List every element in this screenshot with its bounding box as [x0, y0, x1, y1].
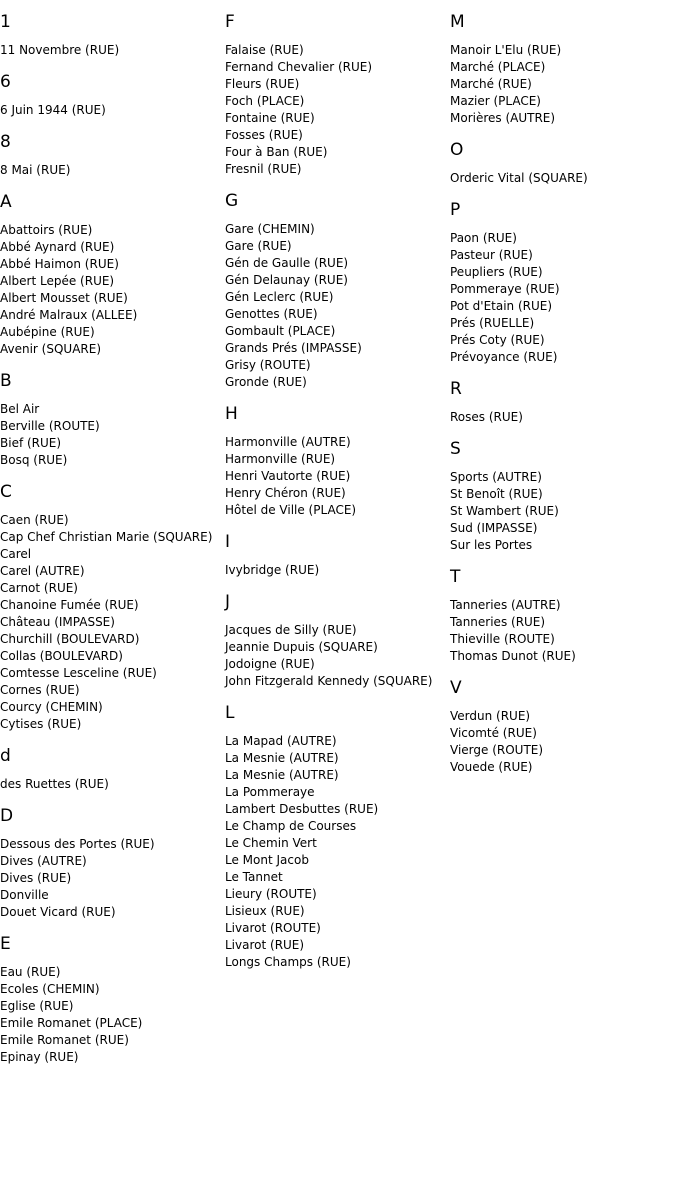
letter-group: [0, 482, 225, 733]
street-item: Roses (RUE): [450, 410, 523, 424]
street-item: Harmonville (RUE): [225, 452, 336, 466]
street-item: Collas (BOULEVARD): [0, 649, 123, 663]
street-item: Lieury (ROUTE): [225, 887, 317, 901]
letter-group: [450, 200, 675, 366]
street-item: Peupliers (RUE): [450, 265, 543, 279]
letter-group: [450, 379, 675, 426]
street-list: [0, 42, 225, 59]
street-item: Donville: [0, 888, 49, 902]
street-item: Douet Vicard (RUE): [0, 905, 116, 919]
letter-heading: B: [0, 371, 12, 391]
street-item: Jacques de Silly (RUE): [225, 623, 357, 637]
street-item: Vicomté (RUE): [450, 726, 537, 740]
street-item: Fresnil (RUE): [225, 162, 302, 176]
street-item: Ecoles (CHEMIN): [0, 982, 100, 996]
street-list: [225, 434, 450, 519]
street-item: La Pommeraye: [225, 785, 315, 799]
street-item: Fosses (RUE): [225, 128, 303, 142]
street-item: Gén Leclerc (RUE): [225, 290, 334, 304]
street-item: Carel (AUTRE): [0, 564, 85, 578]
street-item: Four à Ban (RUE): [225, 145, 328, 159]
street-item: Caen (RUE): [0, 513, 69, 527]
street-item: La Mesnie (AUTRE): [225, 768, 339, 782]
letter-group: [0, 746, 225, 793]
street-item: Gén Delaunay (RUE): [225, 273, 348, 287]
street-item: Henri Vautorte (RUE): [225, 469, 351, 483]
street-list: [225, 42, 450, 178]
street-item: des Ruettes (RUE): [0, 777, 109, 791]
street-item: Abbé Haimon (RUE): [0, 257, 119, 271]
street-item: Tanneries (RUE): [450, 615, 546, 629]
street-item: Grisy (ROUTE): [225, 358, 311, 372]
street-item: St Wambert (RUE): [450, 504, 559, 518]
street-item: Comtesse Lesceline (RUE): [0, 666, 157, 680]
street-item: Bief (RUE): [0, 436, 62, 450]
street-item: Epinay (RUE): [0, 1050, 79, 1064]
street-item: Carnot (RUE): [0, 581, 78, 595]
street-item: Verdun (RUE): [450, 709, 531, 723]
letter-heading: d: [0, 746, 11, 766]
letter-heading: C: [0, 482, 12, 502]
letter-heading: S: [450, 439, 461, 459]
street-item: Paon (RUE): [450, 231, 517, 245]
street-item: Fernand Chevalier (RUE): [225, 60, 373, 74]
street-item: Abattoirs (RUE): [0, 223, 93, 237]
street-item: Emile Romanet (RUE): [0, 1033, 129, 1047]
street-list: [0, 222, 225, 358]
street-item: Gombault (PLACE): [225, 324, 336, 338]
street-item: Dives (AUTRE): [0, 854, 87, 868]
letter-heading: 6: [0, 72, 11, 92]
street-item: Longs Champs (RUE): [225, 955, 351, 969]
street-item: Avenir (SQUARE): [0, 342, 102, 356]
street-list: [0, 401, 225, 469]
street-item: Morières (AUTRE): [450, 111, 556, 125]
index-column: [225, 0, 450, 971]
street-item: Vouede (RUE): [450, 760, 533, 774]
street-item: Orderic Vital (SQUARE): [450, 171, 588, 185]
street-item: Lisieux (RUE): [225, 904, 305, 918]
street-list: [0, 836, 225, 921]
letter-heading: L: [225, 703, 235, 723]
street-item: Tanneries (AUTRE): [450, 598, 561, 612]
street-item: St Benoît (RUE): [450, 487, 543, 501]
letter-heading: V: [450, 678, 462, 698]
letter-group: [225, 12, 450, 178]
street-list: [450, 170, 675, 187]
street-item: Thomas Dunot (RUE): [450, 649, 576, 663]
street-item: Fleurs (RUE): [225, 77, 300, 91]
street-item: Gare (CHEMIN): [225, 222, 315, 236]
street-list: [0, 964, 225, 1066]
letter-heading: J: [225, 592, 231, 612]
street-item: 6 Juin 1944 (RUE): [0, 103, 106, 117]
street-item: Vierge (ROUTE): [450, 743, 544, 757]
street-item: Chanoine Fumée (RUE): [0, 598, 139, 612]
street-item: Cap Chef Christian Marie (SQUARE): [0, 530, 213, 544]
street-list: [450, 597, 675, 665]
letter-group: [0, 806, 225, 921]
street-item: Sports (AUTRE): [450, 470, 542, 484]
street-item: Aubépine (RUE): [0, 325, 95, 339]
street-item: Carel: [0, 547, 32, 561]
street-item: Bosq (RUE): [0, 453, 68, 467]
street-item: Albert Lepée (RUE): [0, 274, 115, 288]
letter-heading: F: [225, 12, 235, 32]
letter-heading: O: [450, 140, 464, 160]
letter-heading: H: [225, 404, 238, 424]
letter-group: [0, 371, 225, 469]
street-item: Le Chemin Vert: [225, 836, 317, 850]
letter-heading: 8: [0, 132, 11, 152]
street-item: 8 Mai (RUE): [0, 163, 71, 177]
street-item: Dessous des Portes (RUE): [0, 837, 155, 851]
letter-group: [0, 132, 225, 179]
street-item: Le Mont Jacob: [225, 853, 309, 867]
street-item: Eglise (RUE): [0, 999, 74, 1013]
street-item: Bel Air: [0, 402, 40, 416]
street-list: [225, 562, 450, 579]
street-item: Albert Mousset (RUE): [0, 291, 128, 305]
street-item: Harmonville (AUTRE): [225, 435, 351, 449]
street-list: [0, 162, 225, 179]
street-item: Cornes (RUE): [0, 683, 80, 697]
street-item: Château (IMPASSE): [0, 615, 115, 629]
street-item: Hôtel de Ville (PLACE): [225, 503, 357, 517]
letter-group: [225, 532, 450, 579]
street-item: Pasteur (RUE): [450, 248, 533, 262]
street-list: [450, 708, 675, 776]
street-list: [225, 221, 450, 391]
street-item: Livarot (ROUTE): [225, 921, 321, 935]
street-item: Berville (ROUTE): [0, 419, 100, 433]
street-item: La Mapad (AUTRE): [225, 734, 337, 748]
letter-group: [0, 192, 225, 358]
letter-group: [0, 72, 225, 119]
street-item: Prévoyance (RUE): [450, 350, 558, 364]
street-item: Foch (PLACE): [225, 94, 305, 108]
street-list: [225, 622, 450, 690]
street-item: Cytises (RUE): [0, 717, 82, 731]
street-item: Churchill (BOULEVARD): [0, 632, 140, 646]
letter-group: [450, 567, 675, 665]
letter-group: [225, 191, 450, 391]
street-item: Falaise (RUE): [225, 43, 304, 57]
street-list: [225, 733, 450, 971]
street-item: Sur les Portes: [450, 538, 533, 552]
street-item: Marché (PLACE): [450, 60, 546, 74]
letter-heading: E: [0, 934, 11, 954]
street-item: Thieville (ROUTE): [450, 632, 555, 646]
letter-heading: 1: [0, 12, 11, 32]
street-item: Grands Prés (IMPASSE): [225, 341, 362, 355]
letter-group: [225, 703, 450, 971]
letter-group: [450, 140, 675, 187]
street-item: La Mesnie (AUTRE): [225, 751, 339, 765]
street-item: Pommeraye (RUE): [450, 282, 560, 296]
street-item: Gare (RUE): [225, 239, 292, 253]
street-item: Fontaine (RUE): [225, 111, 315, 125]
street-item: Prés (RUELLE): [450, 316, 535, 330]
letter-group: [450, 678, 675, 776]
letter-heading: R: [450, 379, 462, 399]
street-item: Marché (RUE): [450, 77, 532, 91]
letter-group: [0, 934, 225, 1066]
street-item: Pot d'Etain (RUE): [450, 299, 553, 313]
street-list: [450, 230, 675, 366]
street-item: Emile Romanet (PLACE): [0, 1016, 143, 1030]
street-item: Manoir L'Elu (RUE): [450, 43, 562, 57]
street-list: [450, 409, 675, 426]
letter-group: [450, 12, 675, 127]
street-item: Livarot (RUE): [225, 938, 305, 952]
street-list: [0, 776, 225, 793]
street-list: [450, 42, 675, 127]
street-item: Courcy (CHEMIN): [0, 700, 103, 714]
street-item: Le Tannet: [225, 870, 283, 884]
index-column: [0, 0, 225, 1066]
street-item: Dives (RUE): [0, 871, 72, 885]
letter-heading: I: [225, 532, 231, 552]
street-item: Abbé Aynard (RUE): [0, 240, 115, 254]
street-item: John Fitzgerald Kennedy (SQUARE): [225, 674, 433, 688]
street-item: André Malraux (ALLEE): [0, 308, 138, 322]
street-item: Prés Coty (RUE): [450, 333, 545, 347]
street-item: Gén de Gaulle (RUE): [225, 256, 349, 270]
street-item: Genottes (RUE): [225, 307, 318, 321]
street-item: Henry Chéron (RUE): [225, 486, 346, 500]
letter-heading: T: [450, 567, 461, 587]
street-item: Jodoigne (RUE): [225, 657, 315, 671]
street-item: 11 Novembre (RUE): [0, 43, 120, 57]
index-column: [450, 0, 675, 776]
street-item: Eau (RUE): [0, 965, 61, 979]
letter-heading: P: [450, 200, 461, 220]
letter-group: [450, 439, 675, 554]
letter-group: [225, 592, 450, 690]
street-item: Le Champ de Courses: [225, 819, 357, 833]
street-item: Lambert Desbuttes (RUE): [225, 802, 379, 816]
letter-heading: D: [0, 806, 14, 826]
letter-group: [0, 12, 225, 59]
letter-heading: A: [0, 192, 12, 212]
letter-heading: M: [450, 12, 465, 32]
street-list: [0, 512, 225, 733]
street-item: Gronde (RUE): [225, 375, 307, 389]
street-list: [0, 102, 225, 119]
street-item: Ivybridge (RUE): [225, 563, 320, 577]
street-item: Jeannie Dupuis (SQUARE): [225, 640, 378, 654]
street-item: Mazier (PLACE): [450, 94, 541, 108]
letter-heading: G: [225, 191, 239, 211]
letter-group: [225, 404, 450, 519]
street-list: [450, 469, 675, 554]
street-item: Sud (IMPASSE): [450, 521, 538, 535]
